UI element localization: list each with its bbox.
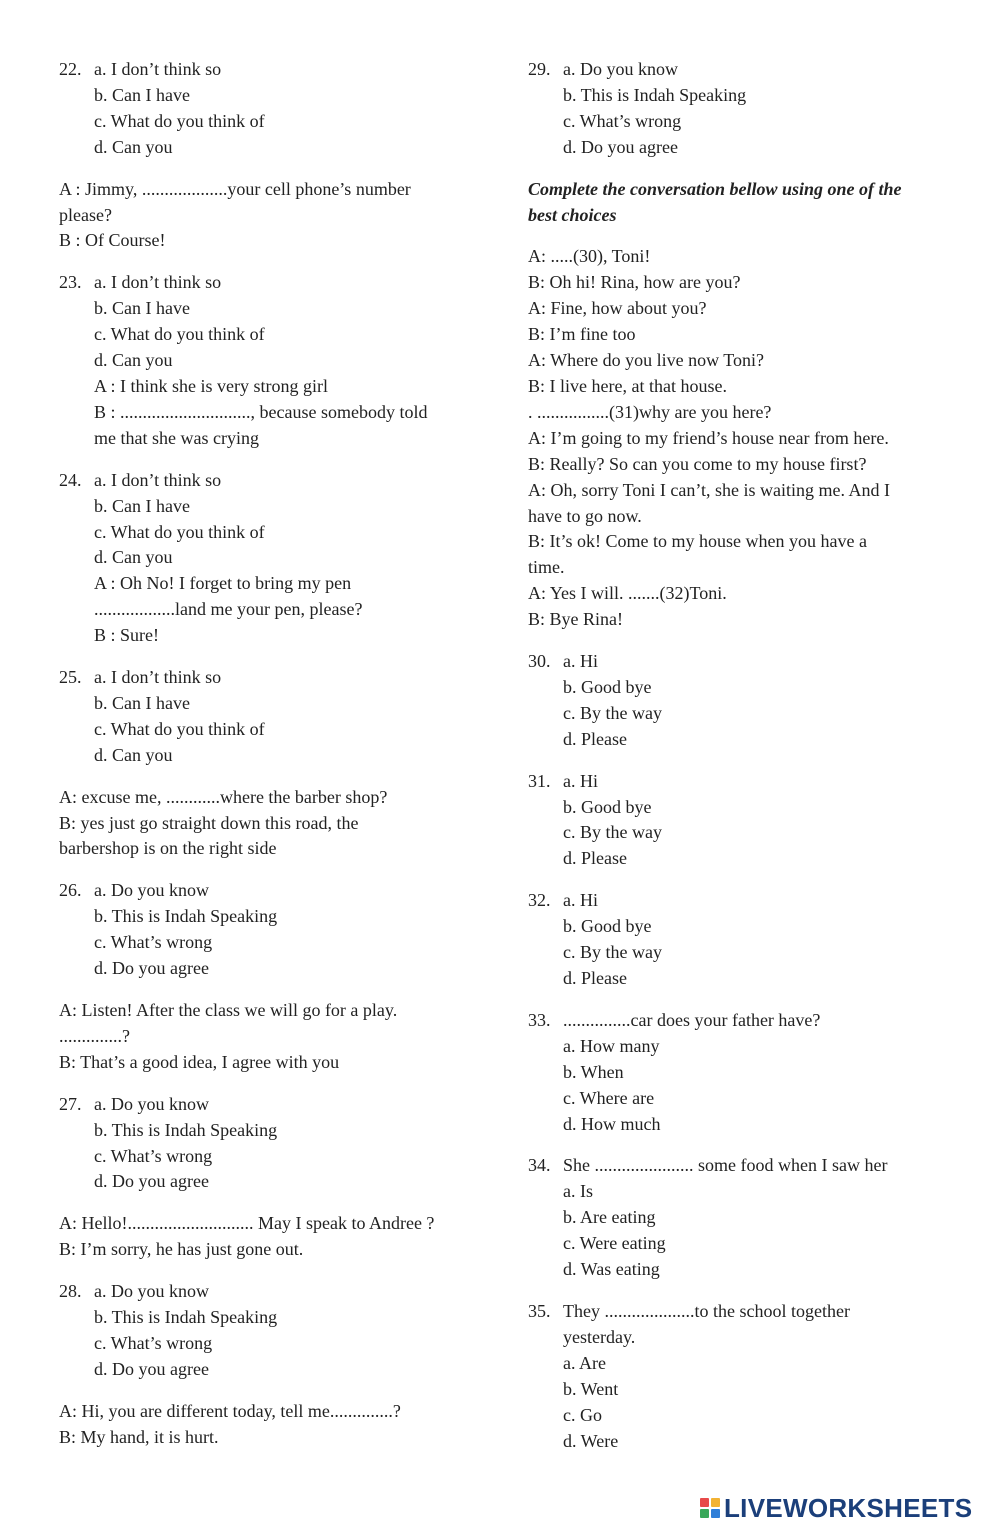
option-b: b. Can I have [94, 495, 190, 516]
dialogue-line: A : Jimmy, ...................your cell phone’s number [59, 178, 411, 199]
question-number: 28. [59, 1281, 82, 1302]
question-number: 23. [59, 272, 82, 293]
dialogue-26 [59, 785, 479, 863]
option-a: a. Is [563, 1181, 593, 1202]
option-d: d. Was eating [563, 1259, 660, 1280]
option-d: d. Please [563, 728, 627, 749]
conversation-line: B: I live here, at that house. [528, 375, 727, 396]
brand-name: LIVEWORKSHEETS [724, 1492, 973, 1523]
dialogue-line: B: I’m sorry, he has just gone out. [59, 1239, 304, 1260]
logo-square [711, 1509, 720, 1518]
dialogue-line: barbershop is on the right side [59, 838, 277, 859]
option-d: d. Can you [94, 744, 173, 765]
option-b: b. This is Indah Speaking [563, 84, 747, 105]
question-number: 35. [528, 1300, 551, 1321]
conversation [528, 244, 948, 633]
dialogue-line: please? [59, 204, 112, 225]
dialogue-23 [59, 177, 479, 255]
option-c: c. By the way [563, 822, 662, 843]
option-c: c. Were eating [563, 1233, 666, 1254]
option-a: a. I don’t think so [94, 667, 222, 688]
option-a: a. Do you know [94, 880, 209, 901]
conversation-line: B: Bye Rina! [528, 609, 623, 630]
dialogue-line: A: Hello!............................ May I speak to Andree ? [59, 1213, 435, 1234]
question-stem: She ...................... some food when I saw her [563, 1155, 888, 1176]
logo-square [700, 1498, 709, 1507]
option-d: d. Do you agree [563, 136, 678, 157]
section-heading [528, 177, 948, 229]
question-number: 32. [528, 890, 551, 911]
question-31 [528, 769, 948, 873]
question-29 [528, 57, 948, 161]
conversation-line: A: I’m going to my friend’s house near from here. [528, 427, 889, 448]
option-c: c. What’s wrong [563, 110, 682, 131]
option-c: c. By the way [563, 702, 662, 723]
question-number: 34. [528, 1155, 551, 1176]
option-c: c. What’s wrong [94, 1332, 213, 1353]
dialogue-line: B: yes just go straight down this road, the [59, 812, 359, 833]
option-c: c. What’s wrong [94, 932, 213, 953]
logo-square [700, 1509, 709, 1518]
right-column [528, 57, 948, 1470]
question-28 [59, 1279, 479, 1383]
question-number: 29. [528, 59, 551, 79]
option-b: b. When [563, 1061, 624, 1082]
liveworksheets-logo [700, 1492, 972, 1524]
question-32 [528, 888, 948, 992]
option-b: b. Went [563, 1378, 619, 1399]
logo-mark-icon [700, 1498, 720, 1518]
question-33 [528, 1008, 948, 1138]
option-a: a. Hi [563, 651, 598, 672]
heading-line: Complete the conversation bellow using one of the [528, 178, 902, 199]
dialogue-line: B: My hand, it is hurt. [59, 1426, 219, 1447]
conversation-line: B: I’m fine too [528, 324, 636, 345]
left-column [59, 57, 479, 1467]
dialogue-27 [59, 998, 479, 1076]
option-d: d. Please [563, 848, 627, 869]
option-b: b. This is Indah Speaking [94, 906, 278, 927]
option-a: a. Do you know [563, 59, 678, 79]
dialogue-line: ..................land me your pen, please? [94, 599, 363, 620]
option-b: b. This is Indah Speaking [94, 1119, 278, 1140]
option-b: b. Are eating [563, 1207, 656, 1228]
conversation-line: A: .....(30), Toni! [528, 246, 651, 267]
option-c: c. By the way [563, 942, 662, 963]
dialogue-line: A: excuse me, ............where the barber shop? [59, 786, 388, 807]
option-c: c. Where are [563, 1087, 655, 1108]
dialogue-line: B: That’s a good idea, I agree with you [59, 1051, 340, 1072]
question-stem: They ....................to the school together [563, 1300, 850, 1321]
option-b: b. This is Indah Speaking [94, 1307, 278, 1328]
option-b: b. Can I have [94, 84, 190, 105]
question-24 [59, 468, 479, 649]
dialogue-line: ..............? [59, 1025, 130, 1046]
option-a: a. Are [563, 1352, 606, 1373]
question-22 [59, 57, 479, 161]
option-c: c. What’s wrong [94, 1145, 213, 1166]
question-25 [59, 665, 479, 769]
question-26 [59, 878, 479, 982]
conversation-line: A: Yes I will. .......(32)Toni. [528, 583, 727, 604]
option-c: c. What do you think of [94, 718, 265, 739]
conversation-line: . ................(31)why are you here? [528, 401, 772, 422]
question-number: 33. [528, 1009, 551, 1030]
conversation-line: B: It’s ok! Come to my house when you have a [528, 531, 867, 552]
option-a: a. I don’t think so [94, 272, 222, 293]
question-number: 22. [59, 59, 82, 79]
option-d: d. Can you [94, 547, 173, 568]
option-d: d. Do you agree [94, 1358, 209, 1379]
question-number: 24. [59, 469, 82, 490]
option-d: d. How much [563, 1113, 661, 1134]
option-a: a. Hi [563, 770, 598, 791]
question-stem-continued: yesterday. [563, 1326, 636, 1347]
question-30 [528, 649, 948, 753]
question-number: 26. [59, 880, 82, 901]
conversation-line: time. [528, 557, 565, 578]
dialogue-line: me that she was crying [94, 427, 259, 448]
option-b: b. Good bye [563, 916, 652, 937]
dialogue-line: B : ............................., because somebody told [94, 401, 428, 422]
option-a: a. I don’t think so [94, 59, 222, 79]
conversation-line: A: Oh, sorry Toni I can’t, she is waiting me. And I [528, 479, 891, 500]
conversation-line: have to go now. [528, 505, 642, 526]
option-b: b. Good bye [563, 796, 652, 817]
dialogue-line: A : Oh No! I forget to bring my pen [94, 573, 352, 594]
option-b: b. Good bye [563, 676, 652, 697]
dialogue-28 [59, 1211, 479, 1263]
question-number: 27. [59, 1093, 82, 1114]
option-d: d. Were [563, 1430, 619, 1451]
question-23 [59, 270, 479, 451]
option-c: c. What do you think of [94, 324, 265, 345]
dialogue-line: A: Listen! After the class we will go for a play. [59, 1000, 398, 1020]
dialogue-line: A : I think she is very strong girl [94, 375, 328, 396]
option-b: b. Can I have [94, 692, 190, 713]
conversation-line: B: Oh hi! Rina, how are you? [528, 272, 741, 293]
dialogue-line: B : Of Course! [59, 230, 166, 251]
question-number: 30. [528, 651, 551, 672]
question-35 [528, 1299, 948, 1454]
option-a: a. Do you know [94, 1093, 209, 1114]
question-27 [59, 1092, 479, 1196]
option-a: a. I don’t think so [94, 469, 222, 490]
logo-square [711, 1498, 720, 1507]
dialogue-line: A: Hi, you are different today, tell me..............? [59, 1400, 401, 1421]
question-number: 25. [59, 667, 82, 688]
option-d: d. Can you [94, 136, 173, 157]
option-c: c. What do you think of [94, 110, 265, 131]
conversation-line: B: Really? So can you come to my house first? [528, 453, 867, 474]
question-34 [528, 1153, 948, 1283]
option-c: c. What do you think of [94, 521, 265, 542]
option-a: a. How many [563, 1035, 660, 1056]
option-d: d. Please [563, 968, 627, 988]
option-b: b. Can I have [94, 298, 190, 319]
heading-line: best choices [528, 204, 617, 225]
dialogue-line: B : Sure! [94, 625, 159, 646]
option-d: d. Do you agree [94, 958, 209, 979]
dialogue-29 [59, 1399, 479, 1451]
conversation-line: A: Where do you live now Toni? [528, 350, 765, 371]
option-a: a. Do you know [94, 1281, 209, 1302]
option-a: a. Hi [563, 890, 598, 911]
question-number: 31. [528, 770, 551, 791]
option-d: d. Do you agree [94, 1171, 209, 1192]
conversation-line: A: Fine, how about you? [528, 298, 707, 319]
option-d: d. Can you [94, 350, 173, 371]
question-stem: ...............car does your father have? [563, 1009, 821, 1030]
option-c: c. Go [563, 1404, 602, 1425]
